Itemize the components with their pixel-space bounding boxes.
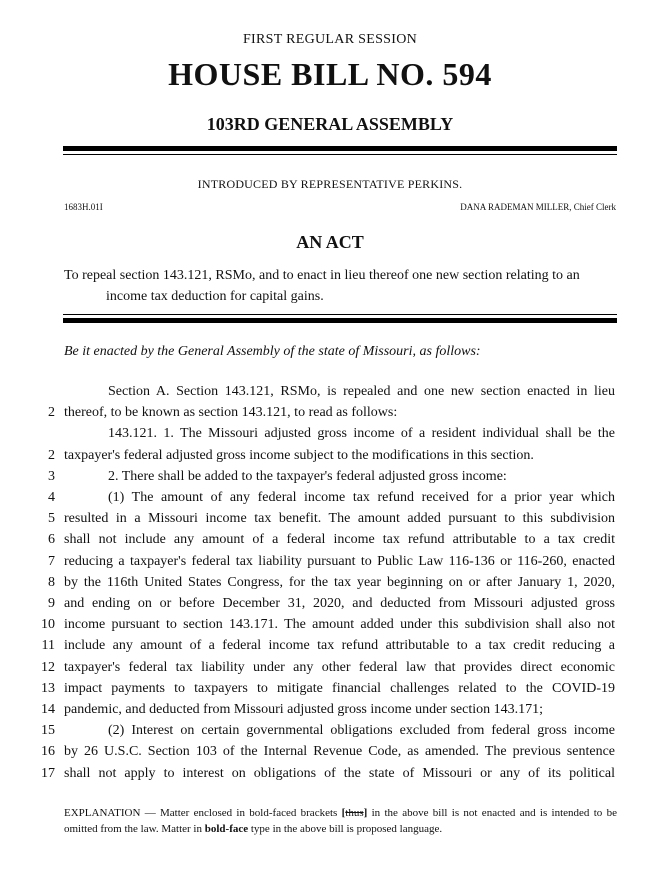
act-title-line-2: income tax deduction for capital gains. bbox=[106, 289, 324, 304]
line-number: 8 bbox=[48, 574, 55, 590]
bill-text-line: (1) The amount of any federal income tax refund received for a prior year which bbox=[108, 490, 615, 505]
bill-text-line: (2) Interest on certain governmental obligations excluded from federal gross income bbox=[108, 723, 615, 739]
line-number: 10 bbox=[41, 617, 55, 633]
act-title bbox=[64, 265, 620, 307]
explanation-bracket-open: [ bbox=[341, 807, 346, 819]
line-number: 16 bbox=[41, 744, 55, 760]
bill-text-line: Section A. Section 143.121, RSMo, is repealed and one new section enacted in lieu bbox=[108, 384, 615, 399]
line-number: 2 bbox=[48, 447, 55, 463]
bill-text-line: impact payments to taxpayers to mitigate financial challenges related to the COVID-19 bbox=[64, 680, 615, 696]
middle-rule-thin bbox=[63, 314, 617, 315]
act-title-line-1: To repeal section 143.121, RSMo, and to enact in lieu thereof one new section relating to an bbox=[64, 268, 580, 283]
act-heading: AN ACT bbox=[296, 232, 364, 252]
explanation-bracket-close: ] bbox=[363, 807, 368, 819]
line-number: 6 bbox=[48, 532, 55, 548]
bill-text-line: shall not include any amount of a federal income tax refund attributable to a tax credit bbox=[64, 532, 615, 548]
top-rule-thick bbox=[63, 146, 617, 151]
bill-text-line: 2. There shall be added to the taxpayer's federal adjusted gross income: bbox=[108, 468, 507, 484]
line-number: 13 bbox=[41, 680, 55, 696]
bill-text-line: 143.121. 1. The Missouri adjusted gross income of a resident individual shall be the bbox=[108, 426, 615, 442]
middle-rule-thick bbox=[63, 318, 617, 323]
bill-text-line: include any amount of a federal income tax refund attributable to a tax credit reducing a bbox=[64, 638, 615, 654]
line-number: 12 bbox=[41, 659, 55, 675]
line-number: 15 bbox=[41, 723, 55, 739]
bill-text-line: by the 116th United States Congress, for the tax year beginning on or after January 1, 2020, bbox=[64, 574, 615, 590]
session-heading: FIRST REGULAR SESSION bbox=[242, 32, 418, 47]
bill-text-line: shall not apply to interest on obligations of the state of Missouri or any of its political bbox=[64, 765, 615, 781]
bill-title: HOUSE BILL NO. 594 bbox=[168, 56, 492, 92]
bill-text-line: taxpayer's federal adjusted gross income subject to the modifications in this section. bbox=[64, 447, 534, 463]
line-number: 3 bbox=[48, 468, 55, 484]
line-number: 11 bbox=[41, 638, 55, 654]
bill-text-line: reducing a taxpayer's federal tax liability pursuant to Public Law 116-136 or 116-260, enacted bbox=[64, 553, 615, 569]
explanation-text-2: in the above bill is not enacted and is intended to be omitted from the law. Matter in bbox=[64, 807, 617, 835]
line-number: 5 bbox=[48, 511, 55, 527]
bill-text-line: and ending on or before December 31, 2020, and deducted from Missouri adjusted gross bbox=[64, 596, 615, 611]
line-number: 9 bbox=[48, 596, 55, 611]
explanation-struck-word: thus bbox=[345, 807, 364, 819]
top-rule-thin bbox=[63, 154, 617, 155]
bill-text-line: pandemic, and deducted from Missouri adjusted gross income under section 143.171; bbox=[64, 702, 544, 717]
explanation-note bbox=[64, 805, 617, 837]
line-number: 14 bbox=[41, 702, 55, 717]
explanation-text-1: EXPLANATION — Matter enclosed in bold-faced brackets bbox=[64, 807, 342, 819]
chief-clerk: DANA RADEMAN MILLER, Chief Clerk bbox=[460, 202, 616, 212]
explanation-text-3: type in the above bill is proposed language. bbox=[248, 823, 443, 835]
bill-text-line: income pursuant to section 143.171. The amount added under this subdivision shall also not bbox=[64, 617, 615, 633]
line-number: 4 bbox=[48, 490, 55, 505]
line-number: 17 bbox=[41, 765, 55, 781]
bill-text-line: by 26 U.S.C. Section 103 of the Internal Revenue Code, as amended. The previous sentence bbox=[64, 744, 615, 760]
enacting-clause: Be it enacted by the General Assembly of the state of Missouri, as follows: bbox=[64, 344, 481, 359]
line-number: 7 bbox=[48, 553, 55, 569]
line-number: 2 bbox=[48, 405, 55, 421]
bill-text-line: resulted in a Missouri income tax benefit. The amount added pursuant to this subdivision bbox=[64, 511, 615, 527]
introduced-by: INTRODUCED BY REPRESENTATIVE PERKINS. bbox=[197, 177, 463, 191]
bill-text-line: taxpayer's federal tax liability under any other federal law that provides direct economic bbox=[64, 659, 615, 675]
bill-code: 1683H.01I bbox=[64, 202, 103, 212]
bill-text-line: thereof, to be known as section 143.121, to read as follows: bbox=[64, 405, 398, 421]
assembly-heading: 103RD GENERAL ASSEMBLY bbox=[206, 114, 454, 134]
explanation-bold-word: bold-face bbox=[204, 823, 249, 835]
